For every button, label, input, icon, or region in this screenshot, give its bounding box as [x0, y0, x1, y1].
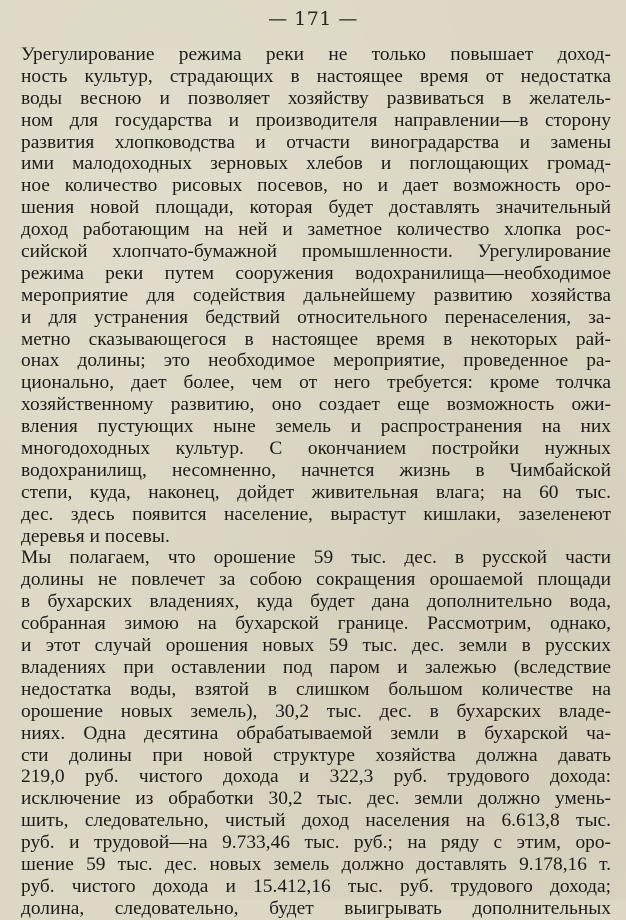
text-line: и этот случай орошения новых 59 тыс. дес. земли в русских: [21, 635, 611, 657]
text-line: исключение из обработки 30,2 тыс. дес. земли должно умень-: [21, 788, 611, 810]
text-line: дес. здесь появится население, вырастут кишлаки, зазеленеют: [21, 503, 611, 525]
text-line: режима реки путем сооружения водохранилища—необходимое: [21, 262, 611, 284]
text-line: ционально, дает более, чем от него требуется: кроме толчка: [21, 372, 611, 394]
text-line: хозяйственному развитию, оно создает еще возможность ожи-: [21, 394, 611, 416]
text-line: долина, следовательно, будет выигрывать дополнительных: [21, 897, 611, 919]
text-line: шение 59 тыс. дес. новых земель должно доставлять 9.178,16 т.: [21, 853, 611, 875]
text-line: ном для государства и производителя направлении—в сторону: [21, 109, 611, 131]
paragraph-2: [21, 547, 611, 919]
text-line: ими малодоходных зерновых хлебов и поглощающих громад-: [21, 153, 611, 175]
text-line: водохранилищ, несомненно, начнется жизнь в Чимбайской: [21, 459, 611, 481]
text-line: долины не повлечет за собою сокращения орошаемой площади: [21, 569, 611, 591]
text-line: владениях при оставлении под паром и залежью (вследствие: [21, 656, 611, 678]
text-line: ниях. Одна десятина обрабатываемой земли в бухарской ча-: [21, 722, 611, 744]
text-line: в бухарских владениях, куда будет дана дополнительно вода,: [21, 591, 611, 613]
text-line: и для устранения бедствий относительного перенаселения, за-: [21, 306, 611, 328]
text-line: ное количество рисовых посевов, но и дает возможность оро-: [21, 175, 611, 197]
text-line: орошение новых земель), 30,2 тыс. дес. в бухарских владе-: [21, 700, 611, 722]
text-line: руб. чистого дохода и 15.412,16 тыс. руб. трудового дохода;: [21, 875, 611, 897]
text-line: развития хлопководства и отчасти виноградарства и замены: [21, 131, 611, 153]
text-line: шения новой площади, которая будет доставлять значительный: [21, 197, 611, 219]
text-line: метно сказывающегося в настоящее время в некоторых рай-: [21, 328, 611, 350]
text-line: мероприятие для содействия дальнейшему развитию хозяйства: [21, 284, 611, 306]
text-line: сти долины при новой структуре хозяйства должна давать: [21, 744, 611, 766]
text-line: руб. и трудовой—на 9.733,46 тыс. руб.; на ряду с этим, оро-: [21, 832, 611, 854]
text-line: сийской хлопчато-бумажной промышленности. Урегулирование: [21, 241, 611, 263]
text-line: Мы полагаем, что орошение 59 тыс. дес. в русской части: [21, 547, 611, 569]
text-line: многодоходных культур. С окончанием постройки нужных: [21, 438, 611, 460]
text-line: шить, следовательно, чистый доход населения на 6.613,8 тыс.: [21, 810, 611, 832]
text-line: собранная зимою на бухарской границе. Рассмотрим, однако,: [21, 613, 611, 635]
text-line: ность культур, страдающих в настоящее время от недостатка: [21, 65, 611, 87]
text-line: вления пустующих ныне земель и распространения на них: [21, 416, 611, 438]
page-number: — 171 —: [268, 8, 358, 30]
body-text: [21, 44, 611, 920]
text-line: деревья и посевы.: [21, 525, 170, 547]
text-line: недостатка воды, взятой в слишком большом количестве на: [21, 678, 611, 700]
text-line: онах долины; это необходимое мероприятие, проведенное ра-: [21, 350, 611, 372]
text-line: степи, куда, наконец, дойдет живительная влага; на 60 тыс.: [21, 481, 611, 503]
paragraph-1: [21, 44, 611, 547]
text-line: 219,0 руб. чистого дохода и 322,3 руб. трудового дохода:: [21, 766, 611, 788]
text-line: Урегулирование режима реки не только повышает доход-: [21, 44, 611, 65]
text-line: воды весною и позволяет хозяйству развиваться в желатель-: [21, 87, 611, 109]
text-line: доход работающим на ней и заметное количество хлопка рос-: [21, 219, 611, 241]
